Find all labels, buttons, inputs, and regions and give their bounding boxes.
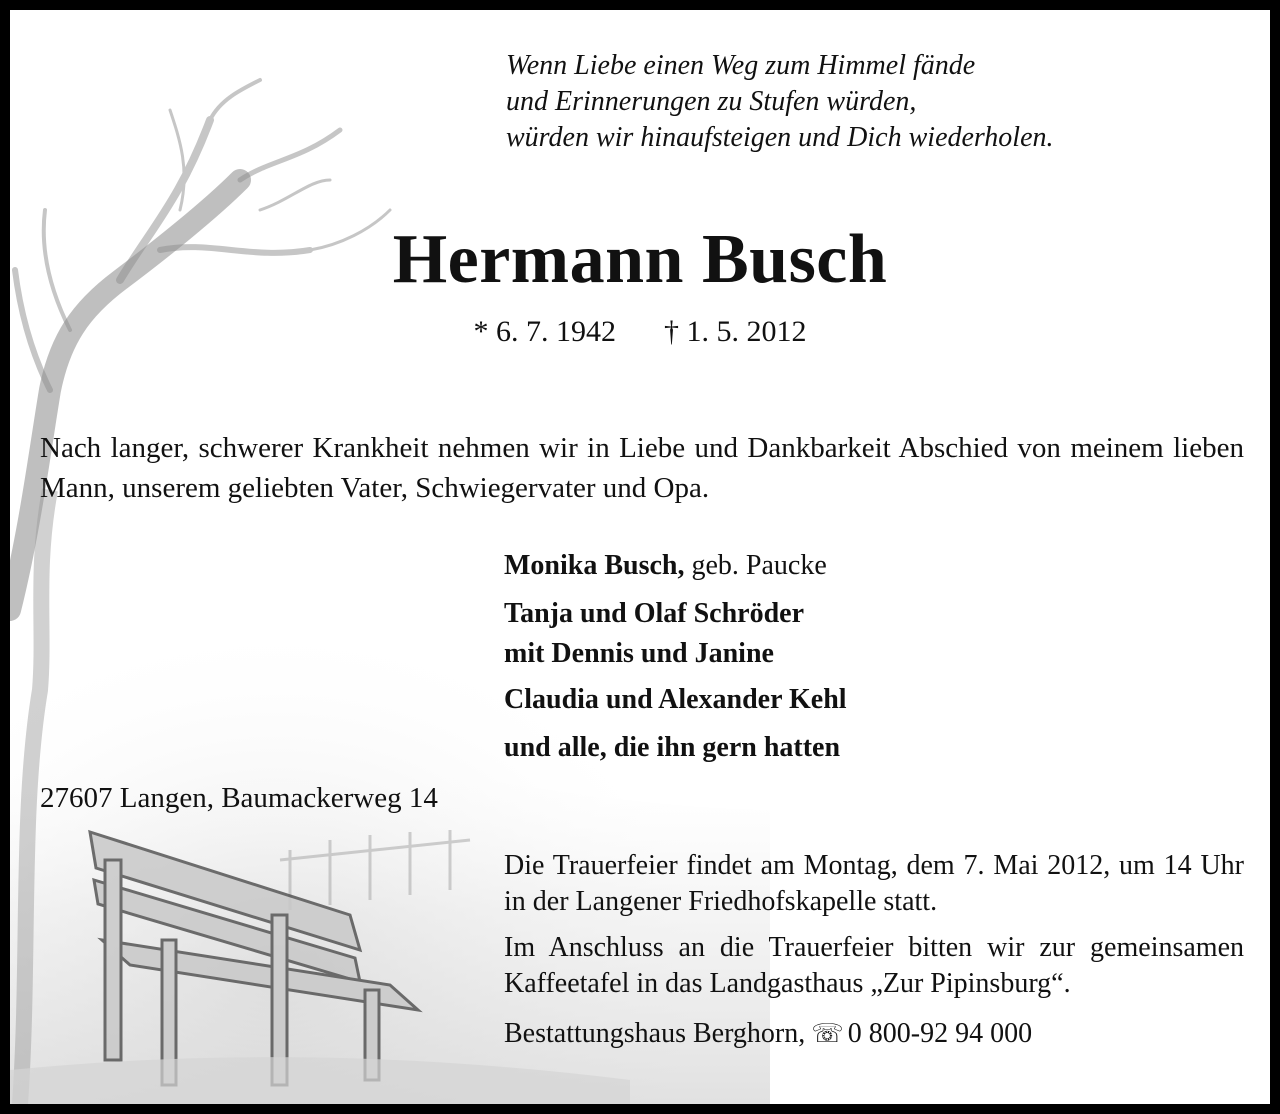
family-line-children-1: Tanja und Olaf Schröder: [504, 598, 805, 629]
undertaker-line: [504, 1016, 1244, 1052]
undertaker-name: Bestattungshaus Berghorn,: [504, 1018, 806, 1049]
funeral-details: [504, 848, 1244, 1062]
notice-text: [10, 10, 1270, 1104]
family-line-all: und alle, die ihn gern hatten: [504, 732, 841, 763]
memorial-poem: [506, 48, 1054, 156]
poem-line: würden wir hinaufsteigen und Dich wiederholen.: [506, 122, 1054, 153]
death-date: † 1. 5. 2012: [664, 315, 807, 348]
poem-line: und Erinnerungen zu Stufen würden,: [506, 86, 917, 117]
family-signatures: [504, 546, 847, 768]
funeral-reception-text: Im Anschluss an die Trauerfeier bitten wir zur gemeinsamen Kaffeetafel in das Landgasthaus „Zur Pipinsburg“.: [504, 932, 1244, 999]
undertaker-phone: 0 800-92 94 000: [847, 1018, 1033, 1049]
poem-line: Wenn Liebe einen Weg zum Himmel fände: [506, 50, 976, 81]
telephone-icon: ☏: [811, 1019, 844, 1048]
announcement-text: Nach langer, schwerer Krankheit nehmen wir in Liebe und Dankbarkeit Abschied von meinem lieben Mann, unserem geliebten Vater, Schwiegervater und Opa.: [40, 432, 1244, 504]
deceased-name: Hermann Busch: [392, 221, 888, 298]
funeral-service-text: Die Trauerfeier findet am Montag, dem 7. Mai 2012, um 14 Uhr in der Langener Friedhofskapelle statt.: [504, 850, 1244, 917]
birth-date: * 6. 7. 1942: [473, 315, 616, 348]
family-line-grandchildren: mit Dennis und Janine: [504, 638, 774, 669]
family-line-children-2: Claudia und Alexander Kehl: [504, 684, 847, 715]
family-address: 27607 Langen, Baumackerweg 14: [40, 782, 438, 814]
spouse-maiden-name: geb. Paucke: [684, 550, 827, 581]
family-line-spouse: [504, 546, 847, 586]
spouse-name: Monika Busch,: [504, 550, 685, 581]
life-dates: [10, 312, 1270, 352]
